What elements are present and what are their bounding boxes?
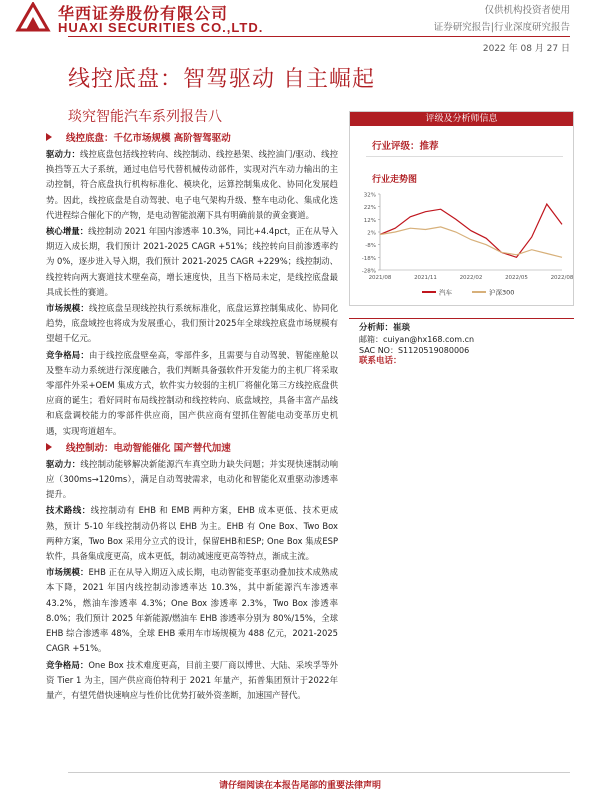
y-tick-label: 32% bbox=[363, 192, 376, 199]
triangle-bullet-icon bbox=[46, 133, 52, 141]
x-tick-label: 2022/05 bbox=[505, 275, 528, 281]
summary-column bbox=[46, 129, 338, 704]
industry-trend-chart bbox=[350, 188, 573, 305]
paragraph bbox=[46, 301, 338, 347]
legend-label: 沪深300 bbox=[489, 288, 515, 297]
company-logo bbox=[14, 2, 52, 32]
analyst-sac-number: SAC NO：S1120519080006 bbox=[359, 346, 470, 355]
rating-divider bbox=[366, 156, 563, 157]
report-date: 2022 年 08 月 27 日 bbox=[482, 44, 570, 54]
paragraph-text: 由于线控底盘壁垒高，零部件多，且需要与自动驾驶、智能座舱以及整车动力系统进行深度融合，我们判断具备强软件开发能力的主机厂将采取零部件外采+OEM 集成方式，软件实力较弱的主机厂将催化第三方线控底盘供应商的诞生；看好同时布局线控制动和线控转向、底盘域控，具备丰富产品线和底盘调校能力的零部件供应商，国产供应商有望抓住智能电动变革历史机遇，实现弯道超车。 bbox=[46, 349, 339, 436]
footer-divider bbox=[68, 772, 570, 773]
paragraph-text: 线控制动 2021 年国内渗透率 10.3%，同比+4.4pct，正在从导入期迈入成长期，我们预计 2021-2025 CAGR +51%；线控转向目前渗透率约为 0%，逐步进入导入期，我们预计 2021-2025 CAGR +229%；线控制动、线控转向两大赛道技术壁垒高，增长速度快，且当下格局未定，是线控底盘最具成长性的赛道。 bbox=[46, 226, 338, 297]
report-type: 证券研究报告|行业深度研究报告 bbox=[433, 22, 570, 33]
paragraph-label: 核心增量： bbox=[46, 226, 89, 237]
paragraph bbox=[46, 457, 338, 503]
paragraph-label: 驱动力： bbox=[46, 149, 81, 159]
analyst-name: 分析师：崔琰 bbox=[359, 323, 411, 333]
analyst-divider bbox=[349, 318, 574, 319]
y-tick-label: 22% bbox=[363, 205, 376, 212]
rating-info-box bbox=[349, 111, 574, 306]
series-line-auto bbox=[380, 204, 562, 257]
y-tick-label: 12% bbox=[363, 217, 376, 224]
y-tick-label: 2% bbox=[367, 230, 376, 237]
paragraph-text: 线控底盘呈现线控执行系统标准化，底盘运算控制集成化、协同化趋势，底盘域控也将成为发展重心，我们预计2025年全球线控底盘市场规模有望超千亿元。 bbox=[46, 303, 339, 344]
legal-notice: 请仔细阅读在本报告尾部的重要法律声明 bbox=[218, 781, 381, 791]
x-tick-label: 2021/08 bbox=[368, 275, 392, 281]
paragraph-label: 市场规模： bbox=[46, 567, 89, 578]
paragraph-text: 线控底盘包括线控转向、线控制动、线控悬架、线控油门/驱动、线控换挡等五大子系统，通过电信号代替机械传动部件，实现对汽车动力输出的主动控制，符合底盘执行机构标准化、模块化，运算控制集成化、协同化发展趋势。因此，线控底盘是自动驾驶、电子电气架构升级、整车电动化、集成化迭代进程综合催化下的产物，是电动智能浪潮下具有明确前景的黄金赛道。 bbox=[46, 149, 339, 220]
paragraph bbox=[46, 147, 338, 223]
info-box-header: 评级及分析师信息 bbox=[350, 112, 573, 126]
legend-label: 汽车 bbox=[439, 288, 452, 297]
rating-label: 行业评级： bbox=[372, 141, 420, 152]
analyst-info bbox=[359, 323, 474, 367]
report-title: 线控底盘：智驾驱动 自主崛起 bbox=[68, 67, 375, 92]
x-tick-label: 2022/08 bbox=[550, 275, 573, 281]
x-tick-label: 2022/02 bbox=[459, 275, 483, 281]
paragraph-label: 市场规模： bbox=[46, 303, 89, 314]
trend-chart-title: 行业走势图 bbox=[372, 175, 418, 185]
company-name-en: HUAXI SECURITIES CO.,LTD. bbox=[58, 20, 264, 35]
paragraph-label: 驱动力： bbox=[46, 458, 81, 469]
y-tick-label: -18% bbox=[361, 255, 376, 262]
paragraph-label: 竞争格局： bbox=[46, 659, 89, 670]
header-divider bbox=[68, 36, 570, 37]
x-tick-label: 2021/11 bbox=[414, 275, 437, 281]
analyst-phone: 联系电话： bbox=[359, 356, 402, 366]
y-tick-label: -28% bbox=[361, 268, 376, 275]
paragraph bbox=[46, 565, 338, 656]
paragraph-label: 竞争格局： bbox=[46, 349, 89, 360]
paragraph bbox=[46, 224, 338, 300]
section-heading: 线控底盘：千亿市场规模 高阶智驾驱动 bbox=[46, 131, 338, 146]
paragraph-text: EHB 正在从导入期迈入成长期，电动智能变革驱动叠加技术成熟成本下降，2021 年国内线控制动渗透率达 10.3%，其中新能源汽车渗透率 43.2%，燃油车渗透率 4.3%；One Box 渗透率 2.3%，Two Box 渗透率 8.0%；我们预计 2025 年新能源/燃油车 EHB 渗透率分别为 80%/15%，全球 EHB 综合渗透率 48%，全球 EHB 乘用车市场规模为 488 亿元，2021-2025 CAGR +51%。 bbox=[46, 567, 338, 654]
audience-disclaimer: 仅供机构投资者使用 bbox=[484, 5, 570, 16]
y-tick-label: -8% bbox=[365, 243, 376, 250]
industry-rating bbox=[372, 138, 439, 152]
paragraph-text: 线控制动能够解决新能源汽车真空助力缺失问题；并实现快速制动响应（300ms→120ms），满足自动驾驶需求，电动化和智能化双重驱动渗透率提升。 bbox=[46, 458, 339, 500]
triangle-bullet-icon bbox=[46, 443, 52, 451]
report-subtitle: 琰究智能汽车系列报告八 bbox=[68, 109, 222, 125]
analyst-email: 邮箱：cuiyan@hx168.com.cn bbox=[359, 335, 475, 344]
rating-value: 推荐 bbox=[419, 141, 439, 152]
section-heading: 线控制动：电动智能催化 国产替代加速 bbox=[46, 441, 338, 456]
paragraph bbox=[46, 658, 338, 704]
paragraph bbox=[46, 503, 338, 564]
paragraph-text: One Box 技术难度更高，目前主要厂商以博世、大陆、采埃孚等外资 Tier 1 为主，国产供应商伯特利于 2021 年量产，拓普集团预计于2022年量产，有望凭借快速响应与性价比优势打破外资垄断，加速国产替代。 bbox=[46, 659, 338, 700]
paragraph-text: 线控制动有 EHB 和 EMB 两种方案，EHB 成本更低、技术更成熟，预计 5-10 年线控制动仍将以 EHB 为主。EHB 有 One Box、Two Box 两种方案，Two Box 采用分立式的设计，保留EHB和ESP; One Box 集成ESP软件，具备集成度更高，成本更低，制动减速度更高等特点，渐成主流。 bbox=[46, 505, 338, 562]
company-name-cn: 华西证券股份有限公司 bbox=[58, 4, 229, 23]
paragraph bbox=[46, 348, 338, 439]
paragraph-label: 技术路线： bbox=[46, 505, 91, 516]
